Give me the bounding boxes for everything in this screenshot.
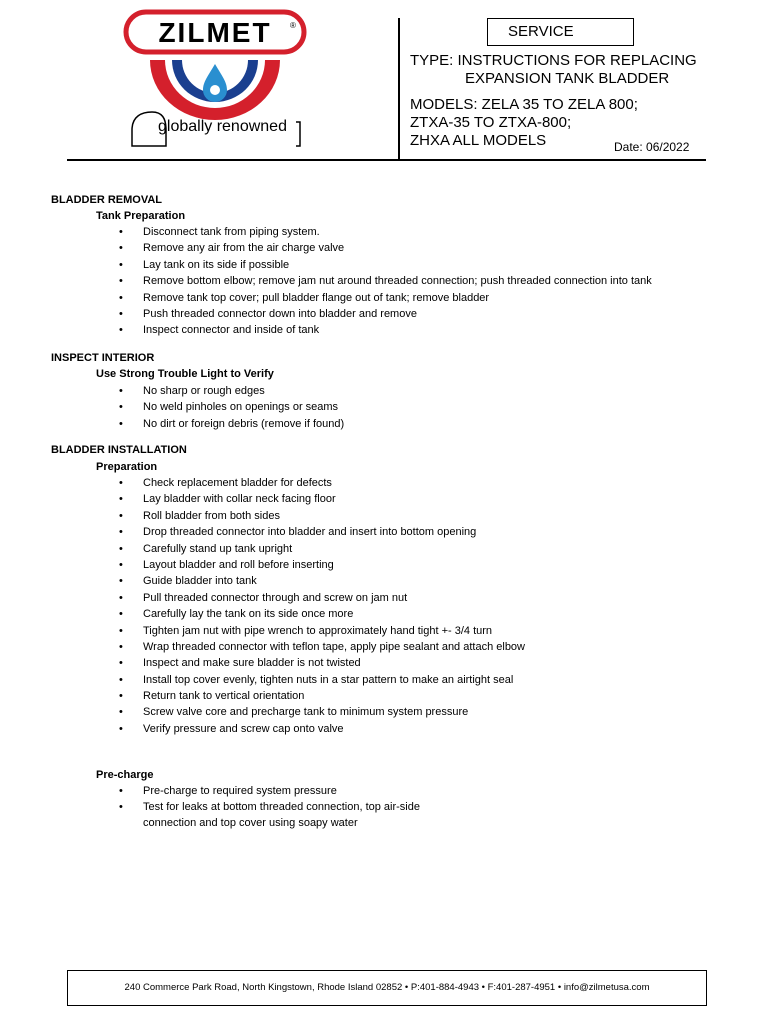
models-line-3: ZHXA ALL MODELS [410,132,547,149]
svg-text:®: ® [290,21,296,30]
list-item-text: Test for leaks at bottom threaded connection, top air-side connection and top cover using soapy water [143,801,420,830]
bullet-icon: • [119,477,123,489]
list-item-text: Lay bladder with collar neck facing floor [143,493,336,506]
bullet-icon: • [119,275,123,288]
list-item-text: Screw valve core and precharge tank to minimum system pressure [143,706,469,719]
bullet-icon: • [119,509,123,522]
bullet-icon: • [119,785,123,797]
bullet-icon: • [119,722,123,735]
bullet-icon: • [119,558,123,571]
list-item-text: Roll bladder from both sides [143,509,280,522]
doc-date: Date: 06/2022 [614,140,690,154]
bullet-icon: • [119,640,123,653]
list-item-text: Pre-charge to required system pressure [143,785,337,797]
bullet-icon: • [119,291,123,304]
bullet-icon: • [119,417,123,430]
bullet-icon: • [119,401,123,414]
doc-type-line-1: TYPE: INSTRUCTIONS FOR REPLACING [410,52,697,69]
header-horizontal-divider [67,159,706,161]
bullet-icon: • [119,591,123,604]
list-item-text: No weld pinholes on openings or seams [143,401,339,414]
list-item-text: Remove bottom elbow; remove jam nut around threaded connection; push threaded connection into tank [143,275,652,288]
list-item-text: Guide bladder into tank [143,575,257,588]
list-item-text: Tighten jam nut with pipe wrench to approximately hand tight +- 3/4 turn [143,624,493,637]
logo-tagline: globally renowned [158,118,287,135]
bullet-icon: • [119,385,123,397]
subtitle-pre-charge: Pre-charge [96,769,154,781]
subtitle-trouble-light: Use Strong Trouble Light to Verify [96,368,274,380]
list-item-text: Remove any air from the air charge valve [143,242,345,255]
list-item-text: Inspect connector and inside of tank [143,324,320,337]
list-item-text: Drop threaded connector into bladder and insert into bottom opening [143,526,477,539]
bullet-icon: • [119,258,123,271]
bullet-icon: • [119,226,123,238]
bullet-icon: • [119,307,123,320]
bullet-icon: • [119,324,123,337]
bullet-icon: • [119,801,123,814]
bullet-icon: • [119,575,123,588]
list-item-text: Layout bladder and roll before inserting [143,558,334,571]
bullet-icon: • [119,242,123,255]
doc-type-line-2: EXPANSION TANK BLADDER [465,70,670,87]
list-item-text: Carefully stand up tank upright [143,542,293,555]
bullet-icon: • [119,608,123,621]
list-item-text: Wrap threaded connector with teflon tape, apply pipe sealant and attach elbow [143,640,525,653]
bullet-icon: • [119,526,123,539]
section-title-bladder-removal: BLADDER REMOVAL [51,194,163,206]
list-item-text: Return tank to vertical orientation [143,690,305,703]
logo-wordmark: ZILMET [158,17,272,48]
bullet-icon: • [119,542,123,555]
list-item-text: Disconnect tank from piping system. [143,226,320,238]
models-line-2: ZTXA-35 TO ZTXA-800; [410,114,572,131]
section-title-inspect-interior: INSPECT INTERIOR [51,352,155,364]
bullet-icon: • [119,657,123,670]
bullet-icon: • [119,673,123,686]
list-item-text: Install top cover evenly, tighten nuts in a star pattern to make an airtight seal [143,673,514,686]
list-item-text: Verify pressure and screw cap onto valve [143,722,344,735]
list-item-text: Remove tank top cover; pull bladder flange out of tank; remove bladder [143,291,490,304]
list-item-text: No sharp or rough edges [143,385,265,397]
section-title-bladder-installation: BLADDER INSTALLATION [51,444,187,456]
subtitle-preparation: Preparation [96,461,158,473]
models-line-1: MODELS: ZELA 35 TO ZELA 800; [410,96,638,113]
list-item-text: No dirt or foreign debris (remove if found) [143,417,345,430]
subtitle-tank-preparation: Tank Preparation [96,210,186,222]
bullet-icon: • [119,690,123,703]
list-item-text: Lay tank on its side if possible [143,258,290,271]
service-label: SERVICE [487,18,634,46]
list-item-text: Check replacement bladder for defects [143,477,332,489]
list-item-text: Inspect and make sure bladder is not twisted [143,657,361,670]
header-vertical-divider [398,18,400,160]
bullet-icon: • [119,706,123,719]
list-item-text: Push threaded connector down into bladder and remove [143,307,417,320]
zilmet-logo [120,8,310,158]
footer-contact: 240 Commerce Park Road, North Kingstown, Rhode Island 02852 • P:401-884-4943 • F:401-287-4951 • info@zilmetusa.com [67,970,707,1006]
bullet-icon: • [119,493,123,506]
bullet-icon: • [119,624,123,637]
list-item-text: Pull threaded connector through and screw on jam nut [143,591,408,604]
list-item-text: Carefully lay the tank on its side once more [143,608,354,621]
